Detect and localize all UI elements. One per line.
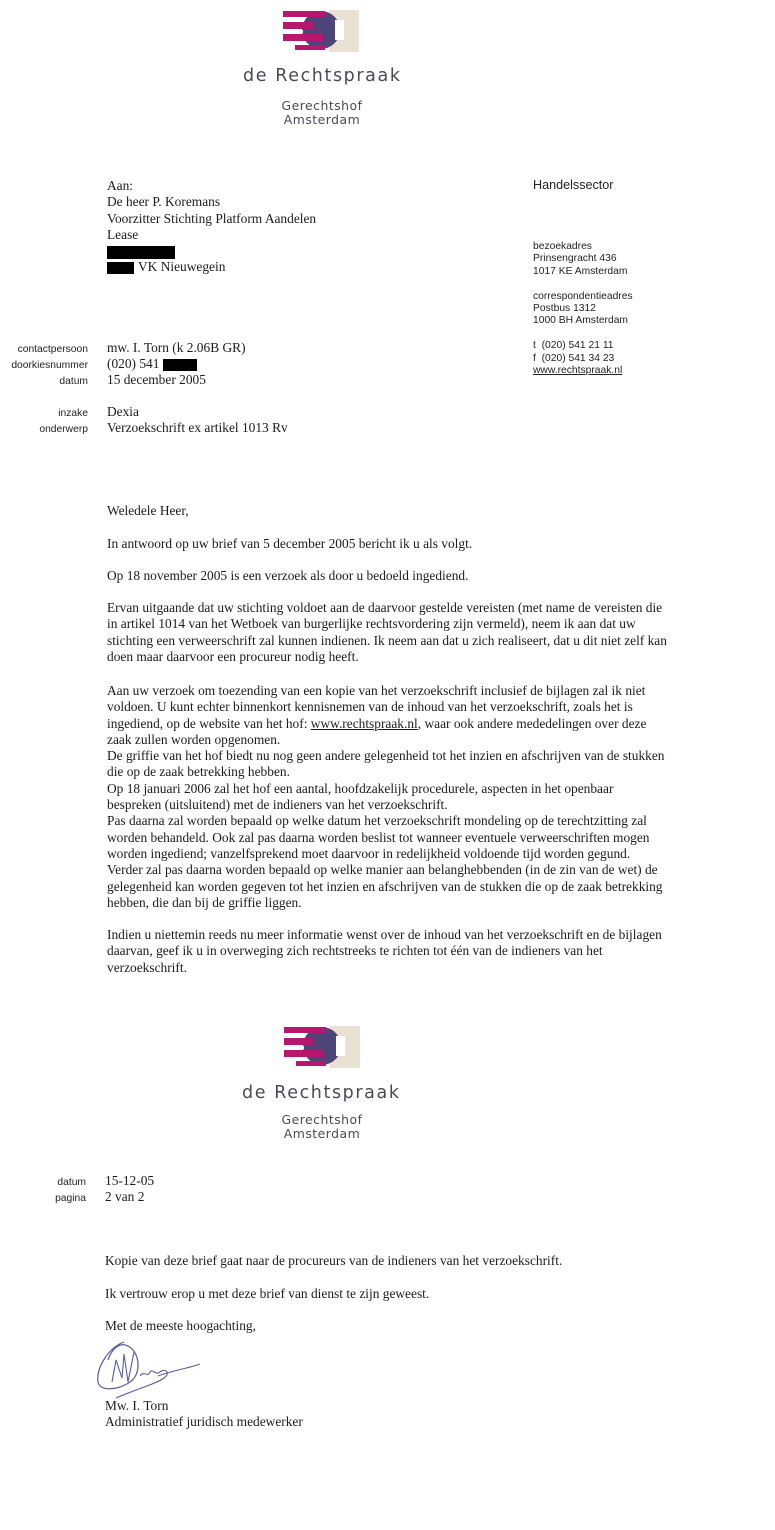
date-label: datum	[59, 376, 88, 387]
complimentary-close: Met de meeste hoogachting,	[105, 1318, 256, 1333]
meta-date-short	[0, 1173, 775, 1189]
visit-label: bezoekadres	[533, 241, 592, 253]
court-line-2: Amsterdam	[283, 112, 361, 127]
visit-city: 1017 KE Amsterdam	[533, 265, 628, 277]
recipient-address	[107, 178, 316, 275]
redacted-street	[107, 246, 175, 259]
paragraph-4-line: bespreken (uitsluitend) met de indieners van het verzoekschrift.	[107, 797, 448, 813]
paragraph-2: Op 18 november 2005 is een verzoek als door u bedoeld ingediend.	[107, 568, 469, 583]
recipient-city: VK Nieuwegein	[138, 259, 226, 275]
recipient-label: Aan:	[107, 178, 134, 193]
brand-name: de Rechtspraak	[242, 1083, 401, 1103]
meta-page	[0, 1189, 775, 1205]
paragraph-5-line: verzoekschrift.	[107, 959, 187, 975]
signer-name: Mw. I. Torn	[105, 1398, 169, 1413]
paragraph-1: In antwoord op uw brief van 5 december 2005 bericht ik u als volgt.	[107, 536, 473, 551]
paragraph-4-line: hebben, die dan bij de griffie liggen.	[107, 894, 302, 910]
paragraph-4-line: gelegenheid kan worden gegeven tot het inzien en afschrijven van de stukken die op de zaak betrekking	[107, 878, 663, 894]
signature-icon	[94, 1338, 204, 1400]
paragraph-4-line: Aan uw verzoek om toezending van een kopie van het verzoekschrift inclusief de bijlagen zal ik niet	[107, 683, 646, 698]
subject-value: Verzoekschrift ex artikel 1013 Rv	[107, 420, 288, 435]
paragraph-3	[107, 600, 667, 665]
extension-number: (020) 541	[107, 356, 160, 371]
paragraph-3-line: in artikel 1014 van het Wetboek van burgerlijke rechtsvordering zijn vermeld), neem ik aan dat uw	[107, 616, 636, 632]
extension-value	[107, 356, 197, 372]
visit-street: Prinsengracht 436	[533, 253, 617, 265]
court-name	[262, 1113, 382, 1141]
rechtspraak-logo-icon	[282, 1026, 362, 1070]
meta-contact	[0, 340, 775, 356]
fax-number: f (020) 541 34 23	[533, 352, 615, 364]
phone-number: t (020) 541 21 11	[533, 340, 614, 352]
meta-regarding	[0, 404, 775, 420]
paragraph-4-line: voldoen. U kunt echter binnenkort kennisnemen van de inhoud van het verzoekschrift, zoals het is	[107, 699, 633, 715]
meta-extension	[0, 356, 775, 372]
page-label: pagina	[55, 1193, 86, 1204]
signer-title: Administratief juridisch medewerker	[105, 1414, 303, 1430]
paragraph-4-line: Verder zal pas daarna worden bepaald op welke manier aan belanghebbenden (in de zin van de wet) de	[107, 862, 658, 878]
brand-name: de Rechtspraak	[243, 66, 402, 86]
paragraph-4-line: zaak zullen worden opgenomen.	[107, 731, 281, 747]
redacted-postcode	[107, 262, 134, 274]
date-value: 15-12-05	[105, 1173, 155, 1188]
meta-date	[0, 372, 775, 388]
paragraph-5	[107, 927, 667, 976]
regarding-value: Dexia	[107, 404, 139, 419]
paragraph-4-line	[107, 716, 667, 732]
corr-city: 1000 BH Amsterdam	[533, 315, 629, 327]
paragraph-5-line: Indien u niettemin reeds nu meer informatie wenst over de inhoud van het verzoekschrift en de bijlagen	[107, 927, 662, 942]
paragraph-3-line: stichting een verweerschrift zal kunnen indienen. Ik neem aan dat u zich realiseert, dat u dit niet zelf kan	[107, 632, 667, 648]
rechtspraak-logo-icon	[281, 10, 361, 54]
court-line-1: Gerechtshof	[281, 1112, 363, 1127]
recipient-name: De heer P. Koremans	[107, 194, 221, 210]
paragraph-4-line: Pas daarna zal worden bepaald op welke datum het verzoekschrift mondeling op de terechtzitting zal	[107, 813, 647, 829]
recipient-title-2: Lease	[107, 226, 139, 242]
contact-label: contactpersoon	[17, 344, 88, 355]
court-line-2: Amsterdam	[283, 1126, 361, 1141]
paragraph-4-line: worden ingediend; vanzelfsprekend moet daarvoor in redelijkheid voldoende tijd worden gegund.	[107, 845, 631, 861]
website-link[interactable]: www.rechtspraak.nl	[533, 364, 623, 376]
closing-sentence: Ik vertrouw erop u met deze brief van dienst te zijn geweest.	[105, 1286, 430, 1301]
recipient-title-1: Voorzitter Stichting Platform Aandelen	[107, 210, 317, 226]
paragraph-4-line: worden behandeld. Ook zal pas daarna worden beslist tot wanneer eventuele verweerschriften mogen	[107, 829, 650, 845]
paragraph-4	[107, 683, 667, 911]
paragraph-5-line: daarvan, geef ik u in overweging zich rechtstreeks te richten tot één van de indieners van het	[107, 943, 603, 959]
signer-block	[105, 1398, 665, 1431]
meta-subject	[0, 420, 775, 436]
paragraph-3-line: doen maar daarvoor een procureur nodig heeft.	[107, 648, 359, 664]
redacted-extension	[163, 359, 197, 371]
court-line-1: Gerechtshof	[281, 98, 363, 113]
date-value: 15 december 2005	[107, 372, 206, 387]
sector-name: Handelssector	[533, 178, 614, 192]
court-name	[262, 99, 382, 127]
salutation: Weledele Heer,	[107, 503, 189, 518]
page-value: 2 van 2	[105, 1189, 145, 1204]
corr-label: correspondentieadres	[533, 290, 633, 302]
copy-notice: Kopie van deze brief gaat naar de procureurs van de indieners van het verzoekschrift.	[105, 1253, 563, 1268]
paragraph-4-line: Op 18 januari 2006 zal het hof een aantal, hoofdzakelijk procedurele, aspecten in het openbaar	[107, 780, 614, 796]
paragraph-4-line: De griffie van het hof biedt nu nog geen andere gelegenheid tot het inzien en afschrijven van de stukken	[107, 748, 665, 764]
corr-street: Postbus 1312	[533, 303, 596, 315]
regarding-label: inzake	[58, 408, 88, 419]
website-intro-text: ingediend, op de website van het hof:	[107, 715, 311, 731]
paragraph-4-line: die op de zaak betrekking hebben.	[107, 764, 290, 780]
subject-label: onderwerp	[39, 424, 88, 435]
extension-label: doorkiesnummer	[11, 360, 88, 371]
body-website-link[interactable]: www.rechtspraak.nl	[310, 715, 418, 731]
paragraph-3-line: Ervan uitgaande dat uw stichting voldoet aan de daarvoor gestelde vereisten (met name de vereisten die	[107, 600, 663, 615]
website-outro-text: , waar ook andere mededelingen over deze	[417, 715, 647, 731]
date-label: datum	[57, 1177, 86, 1188]
contact-value: mw. I. Torn (k 2.06B GR)	[107, 340, 246, 355]
